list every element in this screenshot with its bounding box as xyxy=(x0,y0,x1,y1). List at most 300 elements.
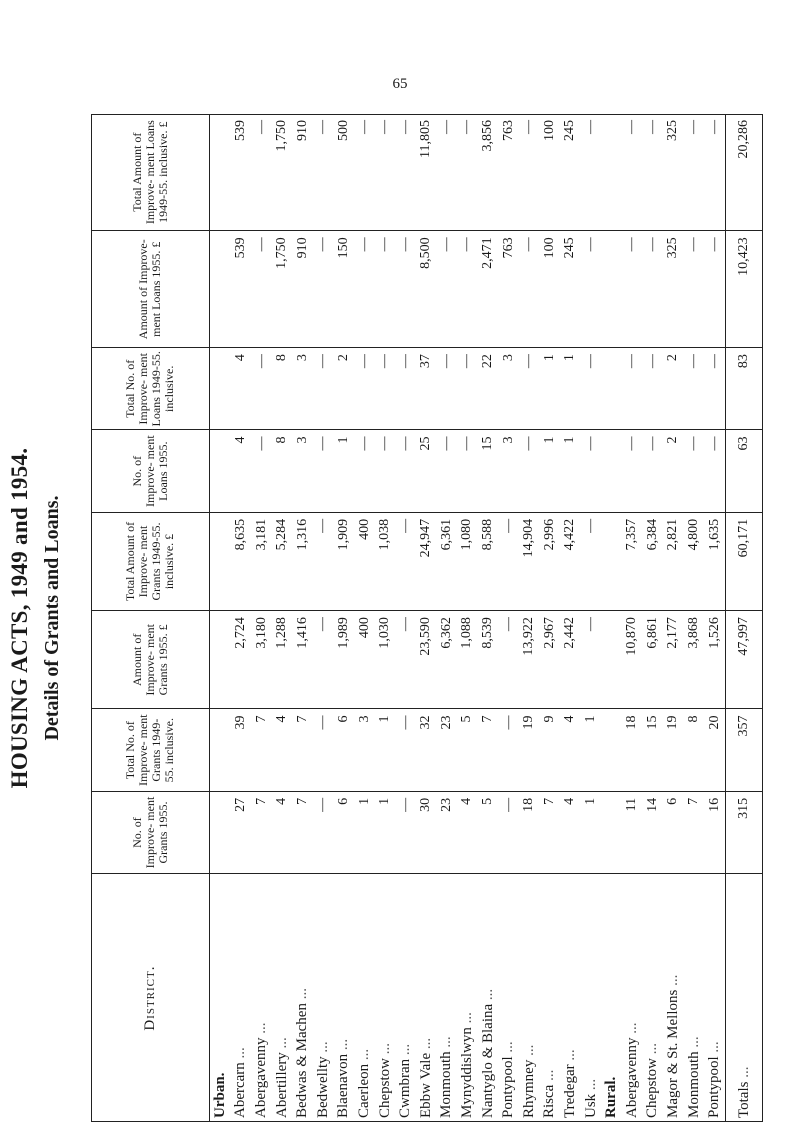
table-row xyxy=(375,114,396,1122)
district-name: Monmouth xyxy=(685,1051,702,1118)
value-cell-l55: — xyxy=(622,430,643,512)
value-cell-gatot: 400 xyxy=(354,512,375,610)
table-row xyxy=(643,114,664,1122)
value-cell-gtot: 5 xyxy=(457,709,478,791)
empty-cell xyxy=(210,611,231,709)
total-cell-ga55: 47,997 xyxy=(725,611,763,709)
district-name-cell xyxy=(457,874,478,1122)
district-name-cell xyxy=(292,874,313,1122)
leader-dots: ... xyxy=(232,1047,249,1059)
value-cell-l55: — xyxy=(375,430,396,512)
table-row xyxy=(540,114,561,1122)
value-cell-l55: 4 xyxy=(231,430,252,512)
value-cell-latot: — xyxy=(706,120,722,134)
value-cell-g55: — xyxy=(498,791,519,873)
leader-dots: ... xyxy=(438,1036,455,1048)
district-name: Chepstow xyxy=(644,1058,661,1118)
district-name: Chepstow xyxy=(376,1058,393,1118)
value-cell-l55: 3 xyxy=(498,430,519,512)
value-cell-ltot: — xyxy=(704,348,725,430)
column-header-grant-amount-1955: Amount of Improve- ment Grants 1955. £ xyxy=(91,611,210,709)
value-cell-l55: — xyxy=(457,430,478,512)
value-cell-latot: 763 xyxy=(500,120,516,141)
empty-cell xyxy=(601,231,622,348)
value-cell-la55: 325 xyxy=(663,231,684,348)
district-name: Monmouth xyxy=(438,1051,455,1118)
district-name: Magor & St. Mellons xyxy=(664,989,681,1118)
value-cell-la55: — xyxy=(581,231,602,348)
value-cell-ltot: — xyxy=(354,348,375,430)
value-cell-l55: 25 xyxy=(416,430,437,512)
column-header-grant-amount-total: Total Amount of Improve- ment Grants 1949-55. inclusive. £ xyxy=(91,512,210,610)
value-cell-la55: — xyxy=(457,231,478,348)
value-cell-g55: 27 xyxy=(231,791,252,873)
value-cell-g55: 14 xyxy=(643,791,664,873)
value-cell-gtot: 18 xyxy=(622,709,643,791)
value-cell-latot: — xyxy=(644,120,660,134)
value-cell-gtot: 4 xyxy=(272,709,293,791)
value-cell-l55: 8 xyxy=(272,430,293,512)
value-cell-gtot: 19 xyxy=(519,709,540,791)
section-label: Rural. xyxy=(601,874,622,1122)
value-cell-l55: — xyxy=(437,430,458,512)
value-cell-la55: — xyxy=(622,231,643,348)
empty-cell xyxy=(601,709,622,791)
district-name-cell xyxy=(704,874,725,1122)
leader-dots: ... xyxy=(500,1041,517,1053)
value-cell-l55: 3 xyxy=(292,430,313,512)
value-cell-ltot: 22 xyxy=(478,348,499,430)
value-cell-gatot: — xyxy=(313,512,334,610)
total-cell-gtot: 357 xyxy=(725,709,763,791)
value-cell-ga55: 1,526 xyxy=(704,611,725,709)
leader-dots: ... xyxy=(294,988,311,1000)
value-cell-ltot: 2 xyxy=(334,348,355,430)
district-name-cell xyxy=(540,874,561,1122)
section-label: Urban. xyxy=(210,874,231,1122)
district-name: Abercarn xyxy=(232,1062,249,1118)
value-cell-l55: 1 xyxy=(540,430,561,512)
leader-dots: ... xyxy=(644,1043,661,1055)
value-cell-g55: 4 xyxy=(457,791,478,873)
section-row xyxy=(210,114,231,1122)
value-cell-la55: — xyxy=(375,231,396,348)
value-cell-ltot: — xyxy=(643,348,664,430)
value-cell-la55: 8,500 xyxy=(416,231,437,348)
value-cell-gatot: — xyxy=(581,512,602,610)
table-row xyxy=(560,114,581,1122)
column-header-loan-amount-total: Total Amount of Improve- ment Loans 1949-55. inclusive. £ xyxy=(91,114,210,231)
value-cell-latot: — xyxy=(624,120,640,134)
value-cell-latot: — xyxy=(686,120,701,134)
empty-cell xyxy=(210,512,231,610)
value-cell-g55: 4 xyxy=(272,791,293,873)
empty-cell xyxy=(601,791,622,873)
value-cell-ga55: 2,442 xyxy=(560,611,581,709)
district-name: Abergavenny xyxy=(623,1037,640,1118)
leader-dots: ... xyxy=(273,1037,290,1049)
value-cell-gtot: 8 xyxy=(684,709,705,791)
district-name: Caerleon xyxy=(356,1063,372,1118)
table-row xyxy=(272,114,293,1122)
table-row xyxy=(334,114,355,1122)
empty-cell xyxy=(210,709,231,791)
column-header-loans-1955: No. of Improve- ment Loans 1955. xyxy=(91,430,210,512)
leader-dots: ... xyxy=(356,1048,372,1061)
empty-cell xyxy=(210,791,231,873)
value-cell-latot: — xyxy=(356,120,372,134)
column-header-loans-total: Total No. of Improve- ment Loans 1949-55. inclusive. xyxy=(91,348,210,430)
value-cell-la55: 763 xyxy=(498,231,519,348)
district-name-cell xyxy=(334,874,355,1122)
value-cell-gatot: 1,635 xyxy=(704,512,725,610)
total-cell-l55: 63 xyxy=(725,430,763,512)
value-cell-gatot: 2,996 xyxy=(540,512,561,610)
district-name: Cwmbran xyxy=(397,1058,414,1118)
empty-cell xyxy=(601,114,622,231)
value-cell-ga55: 23,590 xyxy=(416,611,437,709)
district-name-cell xyxy=(272,874,293,1122)
district-name: Nantyglo & Blaina xyxy=(479,1003,496,1118)
value-cell-gtot: — xyxy=(395,709,416,791)
district-name: Bedwas & Machen xyxy=(294,1003,311,1118)
leader-dots: ... xyxy=(582,1078,599,1091)
value-cell-latot: 325 xyxy=(665,120,681,141)
empty-cell xyxy=(601,430,622,512)
table-row xyxy=(437,114,458,1122)
value-cell-latot: — xyxy=(397,120,413,134)
value-cell-ga55: 8,539 xyxy=(478,611,499,709)
district-name: Tredegar xyxy=(561,1064,578,1118)
value-cell-la55: 2,471 xyxy=(478,231,499,348)
empty-cell xyxy=(601,348,622,430)
table-row xyxy=(581,114,602,1122)
leader-dots: ... xyxy=(735,1066,752,1078)
value-cell-latot: 245 xyxy=(562,120,578,141)
value-cell-ga55: 2,724 xyxy=(231,611,252,709)
value-cell-ltot: — xyxy=(519,348,540,430)
page-title: HOUSING ACTS, 1949 and 1954. xyxy=(7,447,32,789)
district-name: Blaenavon xyxy=(335,1053,352,1118)
value-cell-latot: — xyxy=(253,120,269,134)
value-cell-latot: 539 xyxy=(232,120,248,141)
table-row xyxy=(313,114,334,1122)
value-cell-ltot: — xyxy=(313,348,334,430)
leader-dots: ... xyxy=(541,1069,558,1081)
value-cell-gtot: 3 xyxy=(354,709,375,791)
value-cell-ltot: — xyxy=(437,348,458,430)
value-cell-l55: 1 xyxy=(560,430,581,512)
leader-dots: ... xyxy=(417,1037,434,1050)
grants-loans-table xyxy=(91,114,763,1122)
leader-dots: ... xyxy=(561,1049,578,1061)
table-row xyxy=(354,114,375,1122)
value-cell-gatot: 1,316 xyxy=(292,512,313,610)
district-name-cell xyxy=(437,874,458,1122)
total-cell-g55: 315 xyxy=(725,791,763,873)
page-number: 65 xyxy=(392,76,408,92)
value-cell-gatot: 8,588 xyxy=(478,512,499,610)
district-name-cell xyxy=(519,874,540,1122)
value-cell-gtot: 7 xyxy=(251,709,272,791)
totals-label: Totals xyxy=(735,1081,752,1118)
leader-dots: ... xyxy=(706,1041,723,1053)
value-cell-gtot: 7 xyxy=(478,709,499,791)
value-cell-ltot: — xyxy=(457,348,478,430)
table-row xyxy=(704,114,725,1122)
value-cell-l55: — xyxy=(354,430,375,512)
column-header-district: District. xyxy=(91,874,210,1122)
value-cell-gtot: 6 xyxy=(334,709,355,791)
value-cell-g55: 7 xyxy=(251,791,272,873)
value-cell-g55: — xyxy=(313,791,334,873)
value-cell-ga55: 6,362 xyxy=(437,611,458,709)
district-name-cell xyxy=(395,874,416,1122)
district-name-cell xyxy=(643,874,664,1122)
value-cell-la55: — xyxy=(437,231,458,348)
leader-dots: ... xyxy=(253,1022,270,1034)
header-row xyxy=(91,114,210,1122)
value-cell-l55: — xyxy=(684,430,705,512)
empty-cell xyxy=(601,611,622,709)
district-name-cell xyxy=(354,874,375,1122)
value-cell-gtot: 20 xyxy=(704,709,725,791)
table-row xyxy=(684,114,705,1122)
value-cell-l55: — xyxy=(313,430,334,512)
value-cell-ga55: — xyxy=(498,611,519,709)
value-cell-ga55: 1,989 xyxy=(334,611,355,709)
value-cell-latot: 3,856 xyxy=(480,120,496,152)
value-cell-ltot: — xyxy=(251,348,272,430)
value-cell-l55: 15 xyxy=(478,430,499,512)
value-cell-gtot: 15 xyxy=(643,709,664,791)
value-cell-g55: 5 xyxy=(478,791,499,873)
district-name-cell xyxy=(375,874,396,1122)
value-cell-ltot: 3 xyxy=(498,348,519,430)
value-cell-g55: 1 xyxy=(375,791,396,873)
leader-dots: ... xyxy=(376,1043,393,1055)
empty-cell xyxy=(210,348,231,430)
value-cell-gatot: 7,357 xyxy=(622,512,643,610)
total-cell-ltot: 83 xyxy=(725,348,763,430)
value-cell-gatot: 14,904 xyxy=(519,512,540,610)
value-cell-gtot: 9 xyxy=(540,709,561,791)
value-cell-gtot: 23 xyxy=(437,709,458,791)
leader-dots: ... xyxy=(397,1043,414,1056)
value-cell-g55: 30 xyxy=(416,791,437,873)
district-name: Mynyddislwyn xyxy=(458,1027,475,1118)
leader-dots: ... xyxy=(520,1044,537,1056)
leader-dots: ... xyxy=(458,1012,475,1024)
empty-cell xyxy=(210,430,231,512)
district-name-cell xyxy=(684,874,705,1122)
value-cell-latot: 910 xyxy=(294,120,310,141)
table-row xyxy=(457,114,478,1122)
value-cell-gtot: 4 xyxy=(560,709,581,791)
leader-dots: ... xyxy=(664,974,681,986)
value-cell-ga55: — xyxy=(395,611,416,709)
value-cell-gatot: 4,800 xyxy=(684,512,705,610)
total-cell-la55: 10,423 xyxy=(725,231,763,348)
value-cell-ga55: 13,922 xyxy=(519,611,540,709)
value-cell-latot: — xyxy=(438,120,454,134)
district-name: Ebbw Vale xyxy=(417,1052,434,1118)
value-cell-ga55: 1,288 xyxy=(272,611,293,709)
value-cell-la55: — xyxy=(313,231,334,348)
value-cell-ga55: 400 xyxy=(354,611,375,709)
value-cell-l55: 1 xyxy=(334,430,355,512)
table-row xyxy=(416,114,437,1122)
value-cell-g55: 4 xyxy=(560,791,581,873)
value-cell-ltot: — xyxy=(622,348,643,430)
page-subtitle: Details of Grants and Loans. xyxy=(41,495,63,741)
value-cell-gatot: 8,635 xyxy=(231,512,252,610)
section-row xyxy=(601,114,622,1122)
value-cell-gatot: 5,284 xyxy=(272,512,293,610)
value-cell-g55: 7 xyxy=(684,791,705,873)
value-cell-la55: — xyxy=(519,231,540,348)
value-cell-gatot: — xyxy=(498,512,519,610)
value-cell-la55: — xyxy=(251,231,272,348)
table-row xyxy=(498,114,519,1122)
value-cell-gatot: 6,361 xyxy=(437,512,458,610)
value-cell-ga55: 1,088 xyxy=(457,611,478,709)
value-cell-g55: 18 xyxy=(519,791,540,873)
value-cell-latot: — xyxy=(521,120,537,134)
value-cell-ltot: — xyxy=(684,348,705,430)
value-cell-g55: 23 xyxy=(437,791,458,873)
value-cell-latot: 100 xyxy=(541,120,557,141)
value-cell-ltot: — xyxy=(581,348,602,430)
value-cell-ga55: — xyxy=(581,611,602,709)
value-cell-ltot: 2 xyxy=(663,348,684,430)
empty-cell xyxy=(210,114,231,231)
value-cell-l55: — xyxy=(395,430,416,512)
value-cell-g55: 11 xyxy=(622,791,643,873)
value-cell-gtot: 19 xyxy=(663,709,684,791)
value-cell-latot: — xyxy=(459,120,475,134)
value-cell-g55: 1 xyxy=(581,791,602,873)
value-cell-la55: — xyxy=(643,231,664,348)
value-cell-gatot: 4,422 xyxy=(560,512,581,610)
value-cell-g55: 16 xyxy=(704,791,725,873)
value-cell-ltot: 4 xyxy=(231,348,252,430)
district-name: Rhymney xyxy=(520,1059,537,1118)
value-cell-la55: 245 xyxy=(560,231,581,348)
value-cell-l55: — xyxy=(581,430,602,512)
district-name-cell xyxy=(498,874,519,1122)
district-name-cell xyxy=(416,874,437,1122)
table-row xyxy=(395,114,416,1122)
value-cell-ltot: 8 xyxy=(272,348,293,430)
value-cell-ga55: 2,967 xyxy=(540,611,561,709)
value-cell-g55: 6 xyxy=(334,791,355,873)
district-name-cell xyxy=(231,874,252,1122)
value-cell-ltot: 1 xyxy=(540,348,561,430)
value-cell-ga55: 6,861 xyxy=(643,611,664,709)
value-cell-gatot: 24,947 xyxy=(416,512,437,610)
value-cell-l55: 2 xyxy=(663,430,684,512)
table-row xyxy=(519,114,540,1122)
district-name-cell xyxy=(663,874,684,1122)
value-cell-g55: 7 xyxy=(292,791,313,873)
value-cell-gtot: 39 xyxy=(231,709,252,791)
district-name: Pontypool xyxy=(500,1056,517,1118)
column-header-grants-1955: No. of Improve- ment Grants 1955. xyxy=(91,791,210,873)
value-cell-gtot: 1 xyxy=(581,709,602,791)
column-header-loan-amount-1955: Amount of Improve- ment Loans 1955. £ xyxy=(91,231,210,348)
value-cell-gatot: 1,080 xyxy=(457,512,478,610)
leader-dots: ... xyxy=(685,1036,702,1048)
value-cell-gatot: 1,909 xyxy=(334,512,355,610)
value-cell-ltot: 1 xyxy=(560,348,581,430)
totals-label-cell xyxy=(725,874,763,1122)
district-name-cell xyxy=(478,874,499,1122)
value-cell-ga55: 1,416 xyxy=(292,611,313,709)
leader-dots: ... xyxy=(623,1022,640,1034)
empty-cell xyxy=(601,512,622,610)
district-name-cell xyxy=(622,874,643,1122)
value-cell-latot: — xyxy=(315,120,331,134)
value-cell-ga55: 3,180 xyxy=(251,611,272,709)
empty-cell xyxy=(210,231,231,348)
value-cell-gatot: 6,384 xyxy=(643,512,664,610)
district-name-cell xyxy=(581,874,602,1122)
value-cell-gatot: 3,181 xyxy=(251,512,272,610)
value-cell-g55: 7 xyxy=(540,791,561,873)
table-row xyxy=(251,114,272,1122)
value-cell-ga55: 1,030 xyxy=(375,611,396,709)
value-cell-ga55: 10,870 xyxy=(622,611,643,709)
value-cell-ltot: — xyxy=(375,348,396,430)
value-cell-g55: 6 xyxy=(663,791,684,873)
value-cell-latot: 1,750 xyxy=(274,120,290,152)
value-cell-gatot: — xyxy=(395,512,416,610)
leader-dots: ... xyxy=(314,1041,331,1053)
value-cell-gatot: 1,038 xyxy=(375,512,396,610)
value-cell-la55: — xyxy=(684,231,705,348)
value-cell-la55: 100 xyxy=(540,231,561,348)
totals-row xyxy=(725,114,763,1122)
value-cell-la55: — xyxy=(395,231,416,348)
value-cell-gtot: 32 xyxy=(416,709,437,791)
district-name-cell xyxy=(560,874,581,1122)
value-cell-g55: 1 xyxy=(354,791,375,873)
value-cell-l55: — xyxy=(251,430,272,512)
table-row xyxy=(231,114,252,1122)
district-name: Abergavenny xyxy=(253,1037,270,1118)
value-cell-gtot: 7 xyxy=(292,709,313,791)
value-cell-ga55: — xyxy=(313,611,334,709)
value-cell-ltot: 37 xyxy=(416,348,437,430)
value-cell-gtot: 1 xyxy=(375,709,396,791)
value-cell-gtot: — xyxy=(498,709,519,791)
value-cell-ga55: 2,177 xyxy=(663,611,684,709)
value-cell-latot: 500 xyxy=(335,120,351,141)
leader-dots: ... xyxy=(479,988,496,1001)
district-name: Usk xyxy=(582,1093,599,1118)
value-cell-gatot: 2,821 xyxy=(663,512,684,610)
value-cell-latot: 11,805 xyxy=(418,120,434,158)
leader-dots: ... xyxy=(335,1038,352,1051)
table-row xyxy=(478,114,499,1122)
district-name: Risca xyxy=(541,1084,558,1118)
district-name-cell xyxy=(251,874,272,1122)
value-cell-g55: — xyxy=(395,791,416,873)
total-cell-gatot: 60,171 xyxy=(725,512,763,610)
table-row xyxy=(663,114,684,1122)
table-body xyxy=(210,114,764,1122)
